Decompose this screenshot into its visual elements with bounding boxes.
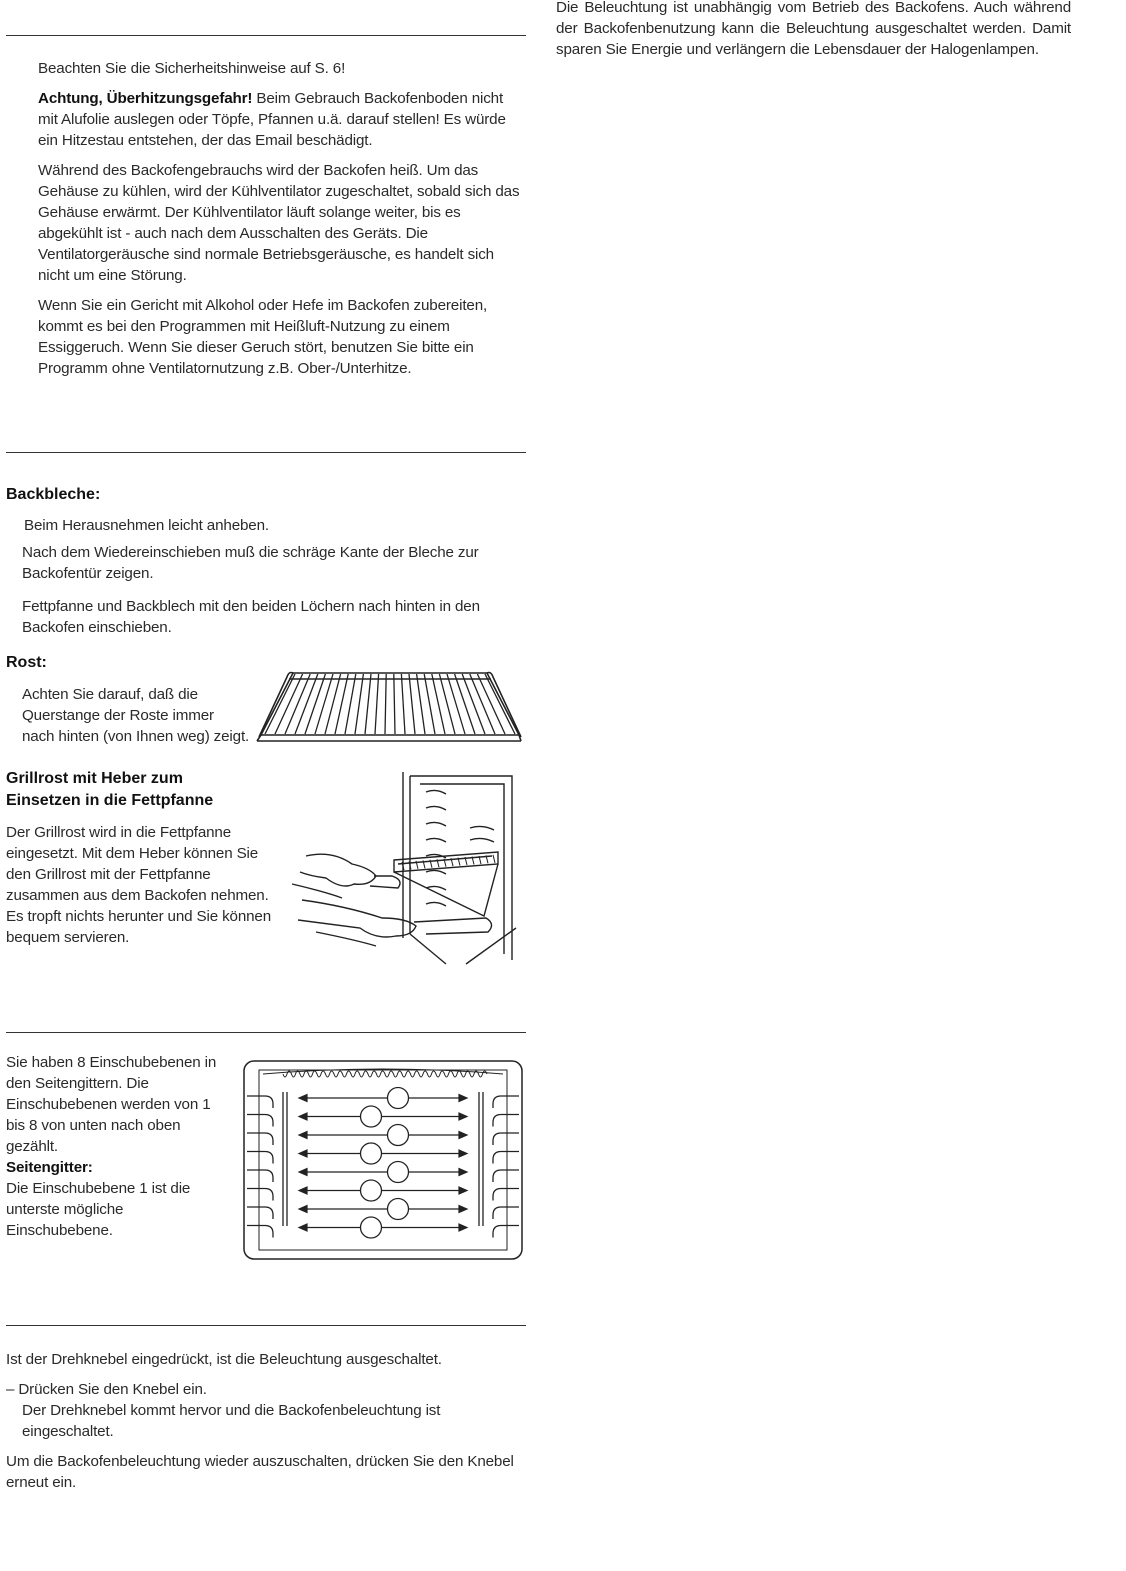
lighting-note: Die Beleuchtung ist unabhängig vom Betrieb des Backofens. Auch während der Backofenbenutzung kann die Beleuchtung ausgeschaltet werden. Damit sparen Sie Energie und verlängern die Lebensdauer der Halogenlampen.	[556, 0, 1071, 58]
rail-rung-right	[493, 1170, 519, 1182]
rack-bar	[265, 674, 295, 734]
rail-rung-left	[247, 1152, 273, 1164]
safety-section	[38, 58, 524, 379]
level-arrow-head-right	[459, 1132, 467, 1139]
rail-post-right	[479, 1092, 483, 1226]
rail-rung-left	[247, 1096, 273, 1108]
level-arrow-head-left	[299, 1095, 307, 1102]
lowest-level-note: Die Einschubebene 1 ist die unterste mögliche Einschubebene.	[6, 1180, 191, 1239]
rail-rung-left	[247, 1170, 273, 1182]
rack-bar	[417, 674, 425, 734]
level-arrow-head-right	[459, 1169, 467, 1176]
level-arrow-head-left	[299, 1206, 307, 1213]
rail-rung-right	[493, 1096, 519, 1108]
rail-rung-right	[493, 1133, 519, 1145]
level-arrow-head-right	[459, 1095, 467, 1102]
shelf-levels-diagram	[243, 1060, 523, 1260]
levels-section	[6, 1052, 232, 1241]
rail-post-left	[283, 1092, 287, 1226]
lighting-off-note: Um die Backofenbeleuchtung wieder auszuschalten, drücken Sie den Knebel erneut ein.	[6, 1453, 514, 1491]
rack-bar	[325, 674, 341, 734]
rail-rung-left	[247, 1133, 273, 1145]
level-arrow-head-right	[459, 1150, 467, 1157]
rail-rung-right	[493, 1207, 519, 1219]
lighting-step: – Drücken Sie den Knebel ein.	[6, 1381, 207, 1398]
side-rails-heading: Seitengitter:	[6, 1159, 93, 1176]
rack-bar	[385, 674, 386, 734]
rack-bar	[305, 674, 325, 734]
level-circle	[361, 1180, 382, 1201]
level-arrow-head-right	[459, 1206, 467, 1213]
trays-heading: Backbleche:	[6, 486, 101, 503]
oven-rack-illustration	[255, 665, 523, 749]
rack-note: Achten Sie darauf, daß die Querstange der Roste immer nach hinten (von Ihnen weg) zeigt.	[22, 686, 250, 745]
level-circle	[361, 1143, 382, 1164]
rack-bar	[375, 674, 379, 734]
level-circle	[388, 1125, 409, 1146]
section-divider	[6, 1032, 526, 1033]
overheat-warning	[38, 88, 524, 151]
grill-heading: Grillrost mit Heber zum Einsetzen in die Fettpfanne	[6, 770, 214, 809]
level-arrow-head-left	[299, 1150, 307, 1157]
rail-rung-left	[247, 1115, 273, 1127]
trays-edge-note: Nach dem Wiedereinschieben muß die schräge Kante der Bleche zur Backofentür zeigen.	[22, 544, 479, 582]
rail-rung-right	[493, 1115, 519, 1127]
rack-bar	[447, 674, 465, 734]
rail-rung-right	[493, 1152, 519, 1164]
trays-lift-note: Beim Herausnehmen leicht anheben.	[24, 517, 269, 534]
vinegar-smell-note: Wenn Sie ein Gericht mit Alkohol oder Hefe im Backofen zubereiten, kommt es bei den Programmen mit Heißluft-Nutzung zu einem Essiggeruch. Wenn Sie dieser Geruch stört, benutzen Sie bitte ein Programm ohne Ventilatornutzung z.B. Ober-/Unterhitze.	[38, 297, 488, 377]
level-circle	[388, 1088, 409, 1109]
level-arrow-head-left	[299, 1113, 307, 1120]
rack-bar	[355, 674, 363, 734]
grill-bar	[493, 855, 495, 863]
grill-note: Der Grillrost wird in die Fettpfanne eingesetzt. Mit dem Heber können Sie den Grillrost mit der Fettpfanne zusammen aus dem Backofen nehmen. Es tropft nichts herunter und Sie können bequem servieren.	[6, 824, 272, 946]
cooling-fan-note: Während des Backofengebrauchs wird der Backofen heiß. Um das Gehäuse zu kühlen, wird der Kühlventilator zugeschaltet, sobald sich das Gehäuse erwärmt. Der Kühlventilator läuft solange weiter, bis es abgekühlt ist - auch nach dem Ausschalten des Geräts. Die Ventilatorgeräusche sind normale Betriebsgeräusche, es handelt sich nicht um eine Störung.	[38, 162, 520, 284]
rack-bar	[439, 674, 455, 734]
level-circle	[388, 1162, 409, 1183]
level-arrow-head-left	[299, 1187, 307, 1194]
level-circle	[361, 1106, 382, 1127]
trays-holes-note: Fettpfanne und Backblech mit den beiden Löchern nach hinten in den Backofen einschieben.	[22, 598, 480, 636]
grill-lifter-illustration	[286, 768, 526, 968]
rack-bar	[365, 674, 371, 734]
rack-bar	[455, 674, 475, 734]
rack-bar	[315, 674, 333, 734]
lighting-intro: Ist der Drehknebel eingedrückt, ist die Beleuchtung ausgeschaltet.	[6, 1351, 442, 1368]
level-arrow-head-left	[299, 1224, 307, 1231]
lighting-step-result: Der Drehknebel kommt hervor und die Backofenbeleuchtung ist eingeschaltet.	[22, 1402, 441, 1440]
section-divider	[6, 1325, 526, 1326]
rail-rung-right	[493, 1189, 519, 1201]
warning-text: Beim Gebrauch Backofenboden nicht mit Alufolie auslegen oder Töpfe, Pfannen u.ä. darauf stellen! Es würde ein Hitzestau entstehen, der das Email beschädigt.	[38, 90, 506, 149]
level-circle	[361, 1217, 382, 1238]
level-arrow-head-right	[459, 1224, 467, 1231]
section-divider	[6, 35, 526, 36]
rail-rung-left	[247, 1207, 273, 1219]
warning-label: Achtung, Überhitzungsgefahr!	[38, 90, 253, 107]
rail-rung-right	[493, 1226, 519, 1238]
rail-rung-left	[247, 1226, 273, 1238]
rack-bar	[409, 674, 415, 734]
level-arrow-head-right	[459, 1113, 467, 1120]
rail-rung-left	[247, 1189, 273, 1201]
rack-heading: Rost:	[6, 654, 47, 671]
level-arrow-head-left	[299, 1169, 307, 1176]
rack-bar	[394, 674, 395, 734]
level-arrow-head-right	[459, 1187, 467, 1194]
levels-note: Sie haben 8 Einschubebenen in den Seitengittern. Die Einschubebenen werden von 1 bis 8 von unten nach oben gezählt.	[6, 1054, 217, 1155]
rack-bar	[485, 674, 515, 734]
section-divider	[6, 452, 526, 453]
heater-coil	[283, 1071, 487, 1077]
level-arrow-head-left	[299, 1132, 307, 1139]
safety-reference: Beachten Sie die Sicherheitshinweise auf S. 6!	[38, 60, 346, 77]
rack-bar	[401, 674, 405, 734]
level-circle	[388, 1199, 409, 1220]
